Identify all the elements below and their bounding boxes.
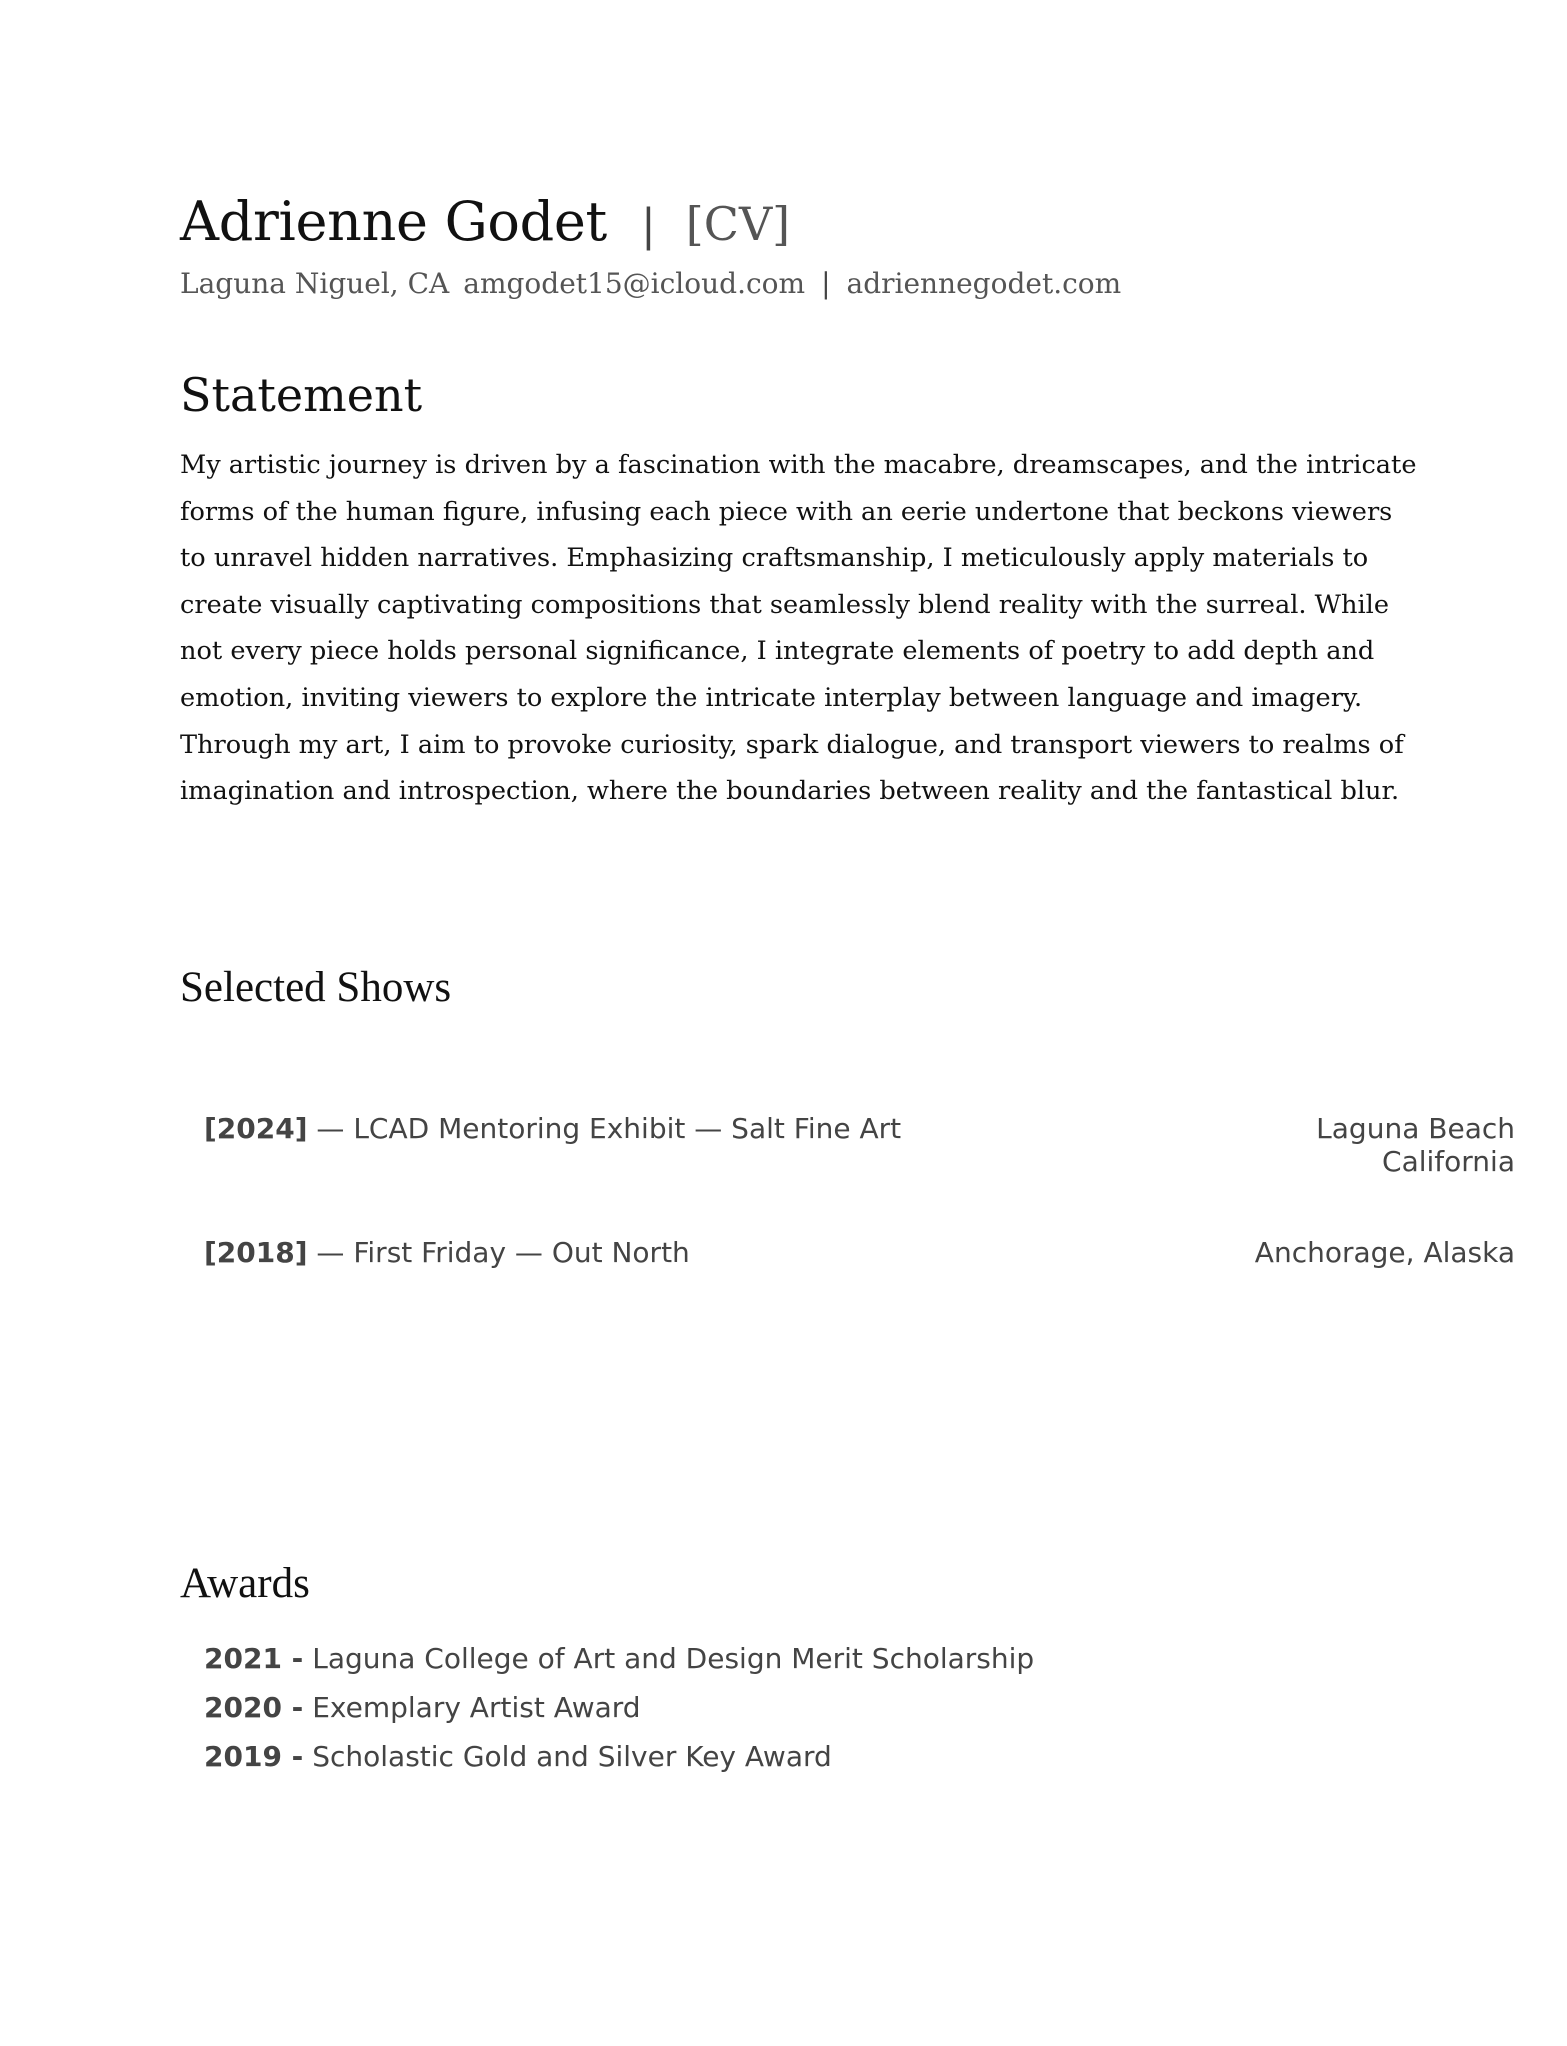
awards-list bbox=[180, 1634, 1495, 1781]
show-location: Laguna Beach California bbox=[1316, 1111, 1515, 1178]
show-info bbox=[204, 1112, 901, 1145]
show-location: Anchorage, Alaska bbox=[1254, 1235, 1515, 1269]
cv-tag: [CV] bbox=[685, 197, 791, 251]
contact-separator: | bbox=[821, 267, 831, 300]
cv-page bbox=[180, 190, 1515, 1781]
award-item bbox=[204, 1683, 1495, 1732]
award-item bbox=[204, 1732, 1495, 1781]
show-info bbox=[204, 1236, 690, 1269]
awards-section bbox=[180, 1559, 1495, 1781]
show-year: [2018] bbox=[204, 1235, 308, 1269]
website-link[interactable]: adriennegodet.com bbox=[846, 267, 1122, 300]
show-item bbox=[204, 1112, 1515, 1178]
name-row bbox=[180, 190, 1495, 253]
cv-header bbox=[180, 190, 1495, 300]
shows-section bbox=[180, 963, 1515, 1269]
award-year: 2019 - bbox=[204, 1739, 304, 1773]
statement-heading: Statement bbox=[180, 368, 423, 422]
awards-heading: Awards bbox=[180, 1559, 310, 1607]
title-separator: | bbox=[640, 200, 656, 251]
artist-name: Adrienne Godet bbox=[180, 190, 607, 253]
show-year: [2024] bbox=[204, 1111, 308, 1145]
statement-section bbox=[180, 368, 1495, 815]
location: Laguna Niguel, CA bbox=[180, 267, 450, 300]
shows-list bbox=[180, 1112, 1515, 1269]
award-year: 2021 - bbox=[204, 1641, 304, 1675]
show-item bbox=[204, 1236, 1515, 1269]
award-name: Scholastic Gold and Silver Key Award bbox=[303, 1739, 832, 1773]
award-item bbox=[204, 1634, 1495, 1683]
statement-body: My artistic journey is driven by a fascination with the macabre, dreamscapes, and the intricate forms of the human figure, infusing each piece with an eerie undertone that beckons viewers to unravel hidden narratives. Emphasizing craftsmanship, I meticulously apply materials to create visually captivating compositions that seamlessly blend reality with the surreal. While not every piece holds personal significance, I integrate elements of poetry to add depth and emotion, inviting viewers to explore the intricate interplay between language and imagery. Through my art, I aim to provoke curiosity, spark dialogue, and transport viewers to realms of imagination and introspection, where the boundaries between reality and the fantastical blur. bbox=[180, 450, 1417, 807]
email-link[interactable]: amgodet15@icloud.com bbox=[463, 267, 806, 300]
award-name: Exemplary Artist Award bbox=[303, 1690, 641, 1724]
show-description: — First Friday — Out North bbox=[307, 1235, 690, 1269]
contact-row bbox=[180, 267, 1495, 300]
shows-heading: Selected Shows bbox=[180, 963, 452, 1011]
award-year: 2020 - bbox=[204, 1690, 304, 1724]
show-description: — LCAD Mentoring Exhibit — Salt Fine Art bbox=[307, 1111, 902, 1145]
award-name: Laguna College of Art and Design Merit Scholarship bbox=[303, 1641, 1035, 1675]
